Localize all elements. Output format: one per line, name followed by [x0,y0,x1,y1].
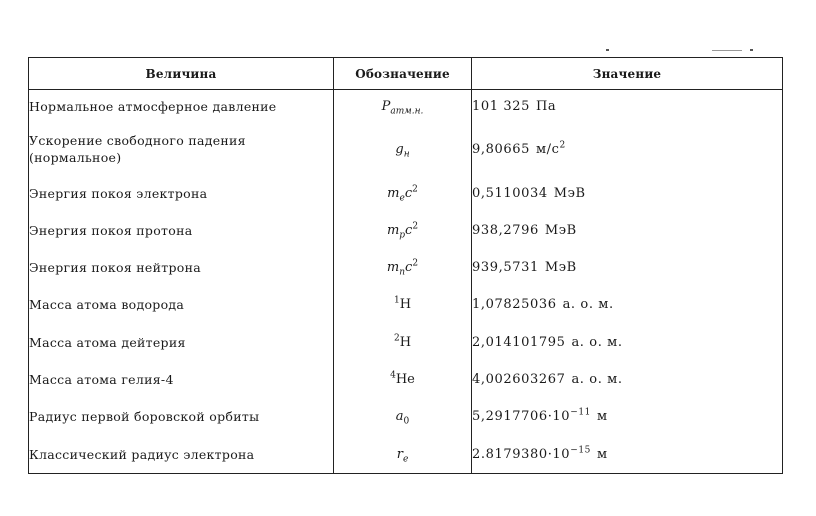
quantity-cell [29,123,334,175]
value-cell [472,323,783,361]
quantity-cell: Классический радиус электрона [29,435,334,474]
value-cell [472,249,783,285]
value-unit: а. о. м. [571,334,623,350]
unit-superscript: 2 [559,140,566,151]
symbol-cell [334,175,472,211]
table-row [29,397,783,435]
table-row [29,211,783,249]
value-cell [472,361,783,397]
value-cell [472,397,783,435]
scan-mark [750,49,753,51]
symbol-cell [334,90,472,124]
table-row [29,175,783,211]
symbol-subscript: н [403,149,410,160]
quantity-cell: Радиус первой боровской орбиты [29,397,334,435]
quantity-cell: Энергия покоя электрона [29,175,334,211]
value-unit: м [596,446,608,462]
value-number: 1,07825036 [472,296,557,312]
quantity-cell: Масса атома водорода [29,285,334,323]
value-cell [472,123,783,175]
symbol-base: m [386,222,400,238]
isotope-mass-number: 4 [390,370,396,381]
element-symbol: He [395,371,415,387]
symbol-cell [334,397,472,435]
value-cell [472,90,783,124]
table-header-row [29,58,783,90]
value-cell [472,435,783,474]
symbol-subscript: e [399,193,405,204]
symbol-subscript: e [402,454,409,465]
value-number: 4,002603267 [472,371,566,387]
header-quantity: Величина [29,58,334,90]
quantity-cell: Нормальное атмосферное давление [29,90,334,124]
isotope-mass-number: 2 [393,333,400,344]
value-exponent: −11 [570,407,591,418]
table-row [29,285,783,323]
value-unit: МэВ [544,222,577,238]
value-unit: МэВ [544,259,577,275]
symbol-base: m [387,185,400,201]
symbol-base: g [395,141,404,157]
symbol-subscript: p [399,230,406,241]
symbol-base-2: c [405,259,413,275]
symbol-base: m [386,259,400,275]
symbol-cell [334,211,472,249]
symbol-cell [334,249,472,285]
scan-mark [606,49,609,51]
header-value: Значение [472,58,783,90]
symbol-subscript: n [399,267,406,278]
value-cell [472,211,783,249]
isotope-mass-number: 1 [393,295,400,306]
symbol-cell [334,435,472,474]
symbol-cell [334,123,472,175]
value-cell [472,285,783,323]
symbol-superscript: 2 [412,258,419,269]
value-cell [472,175,783,211]
quantity-cell: Масса атома дейтерия [29,323,334,361]
symbol-base: P [381,99,391,114]
value-number: 938,2796 [472,222,539,238]
symbol-base-2: c [404,185,413,201]
quantity-cell: Энергия покоя нейтрона [29,249,334,285]
quantity-line: Ускорение свободного падения [29,133,246,148]
symbol-base: r [396,446,403,462]
value-number: 5,2917706·10 [472,408,571,424]
value-unit: Па [535,99,557,114]
quantity-cell: Энергия покоя протона [29,211,334,249]
symbol-superscript: 2 [412,221,419,232]
table-row [29,361,783,397]
symbol-cell [334,361,472,397]
value-unit: а. о. м. [562,296,614,312]
scan-mark [712,50,742,51]
value-unit: м [596,408,608,424]
value-unit: м/с [535,141,560,157]
quantity-line: (нормальное) [29,150,122,165]
symbol-subscript: 0 [403,416,410,427]
table-row [29,90,783,124]
value-number: 0,5110034 [472,185,548,201]
symbol-subscript: атм.н. [390,106,424,117]
value-number: 2.8179380·10 [472,446,571,462]
symbol-cell [334,285,472,323]
value-unit: а. о. м. [571,371,623,387]
symbol-base: a [395,408,404,424]
table-row [29,249,783,285]
value-exponent: −15 [570,445,591,456]
value-number: 939,5731 [472,259,539,275]
value-number: 9,80665 [472,141,530,157]
value-unit: МэВ [553,185,586,201]
table-row [29,323,783,361]
symbol-superscript: 2 [412,184,418,195]
table-row [29,123,783,175]
quantity-cell: Масса атома гелия-4 [29,361,334,397]
value-number: 2,014101795 [472,334,566,350]
physical-constants-table [28,57,783,474]
symbol-cell [334,323,472,361]
value-number: 101 325 [472,99,530,114]
element-symbol: H [399,334,412,350]
table-row [29,435,783,474]
header-symbol: Обозначение [334,58,472,90]
symbol-base-2: c [405,222,413,238]
element-symbol: H [399,296,412,312]
